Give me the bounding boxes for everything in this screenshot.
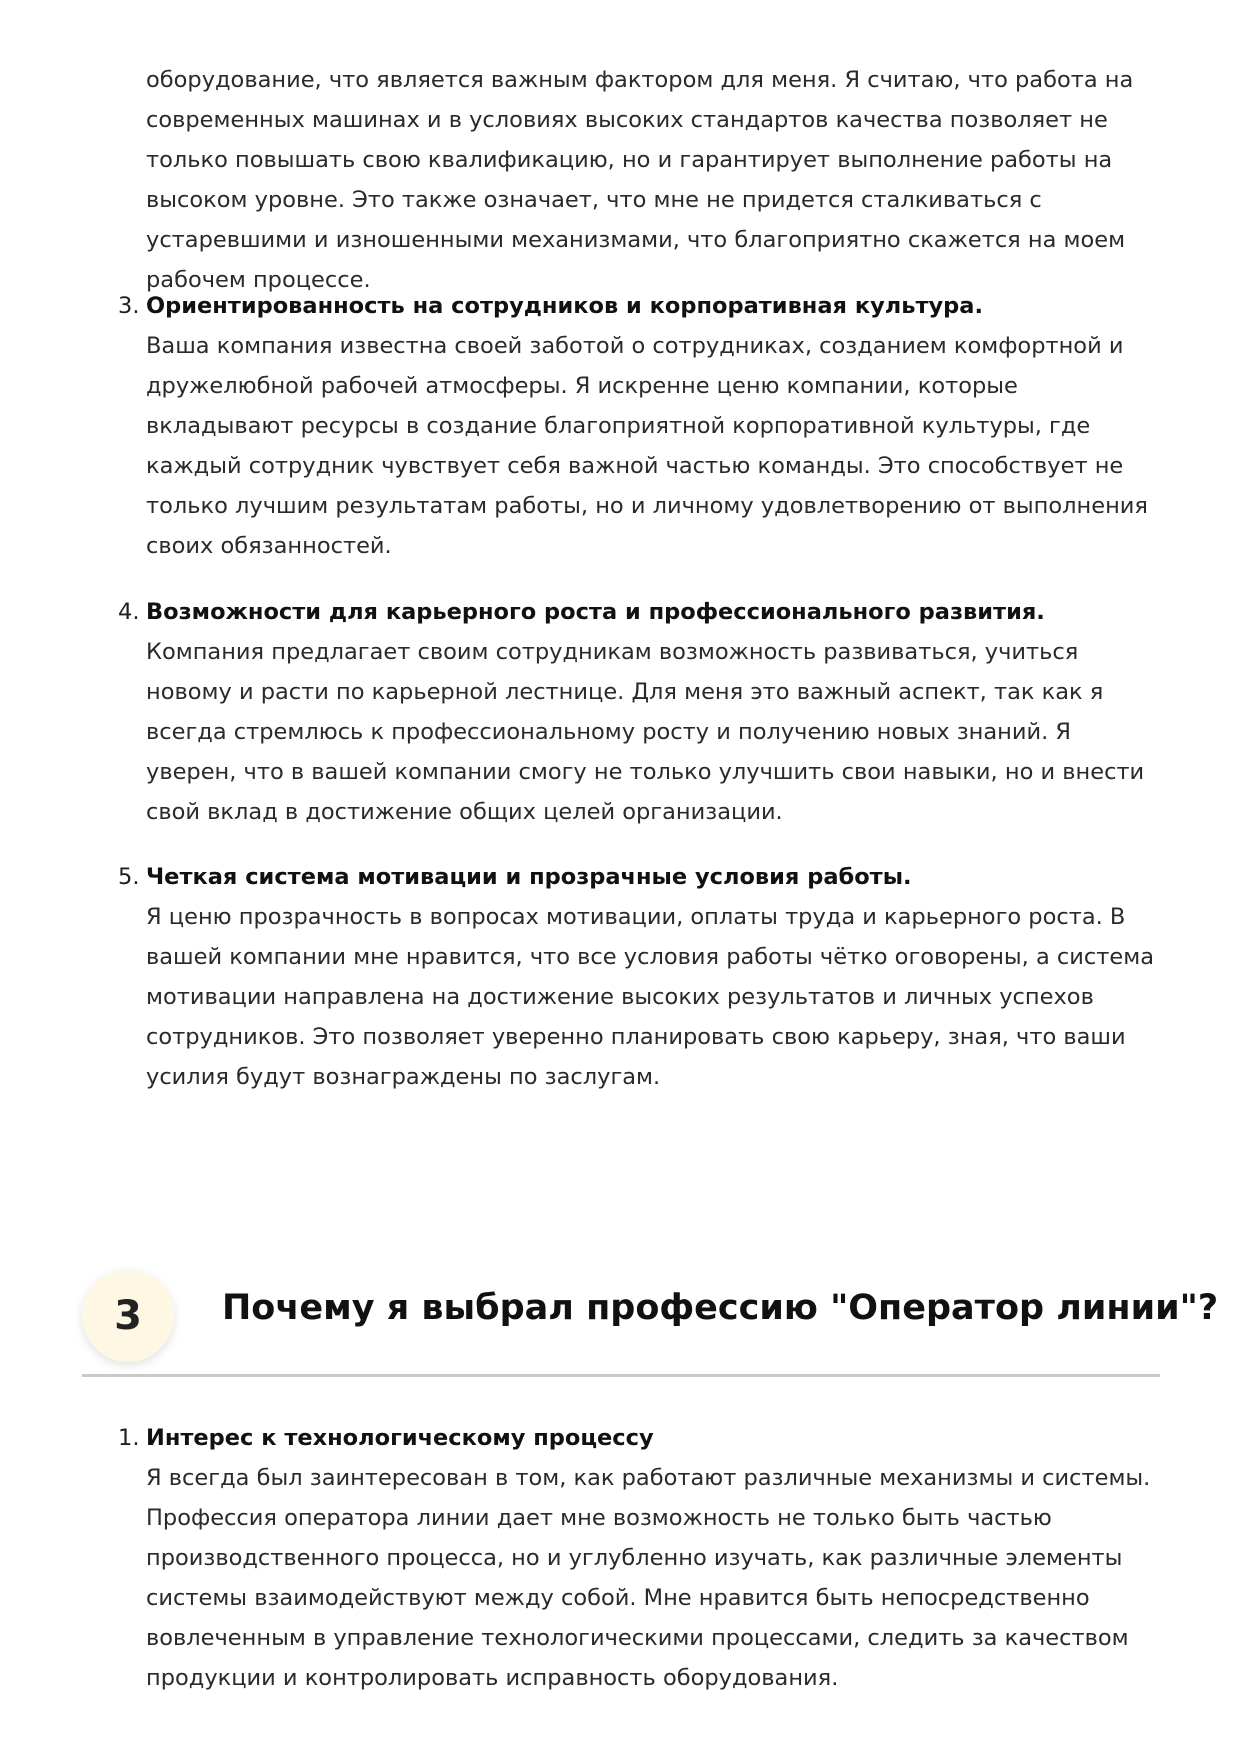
list-item-title: Возможности для карьерного роста и профессионального развития. (146, 599, 1045, 625)
section-header (82, 1270, 1219, 1380)
paragraph-text: оборудование, что является важным фактором для меня. Я считаю, что работа на современных машинах и в условиях высоких стандартов качества позволяет не только повышать свою квалификацию, но и гарантирует выполнение работы на высоком уровне. Это также означает, что мне не придется сталкиваться с устаревшими и изношенными механизмами, что благоприятно скажется на моем рабочем процессе. (146, 67, 1134, 293)
list-item-number: 5. (118, 864, 140, 890)
list-item-number: 1. (118, 1425, 140, 1451)
list-item-title: Ориентированность на сотрудников и корпоративная культура. (146, 293, 984, 319)
section-number-badge: 3 (82, 1270, 174, 1362)
list-item-body: Я ценю прозрачность в вопросах мотивации, оплаты труда и карьерного роста. В вашей компании мне нравится, что все условия работы чётко оговорены, а система мотивации направлена на достижение высоких результатов и личных успехов сотрудников. Это позволяет уверенно планировать свою карьеру, зная, что ваши усилия будут вознаграждены по заслугам. (146, 904, 1154, 1090)
list-item-body: Компания предлагает своим сотрудникам возможность развиваться, учиться новому и расти по карьерной лестнице. Для меня это важный аспект, так как я всегда стремлюсь к профессиональному росту и получению новых знаний. Я уверен, что в вашей компании смогу не только улучшить свои навыки, но и внести свой вклад в достижение общих целей организации. (146, 639, 1145, 825)
continued-paragraph (146, 60, 1156, 300)
list-item-number: 4. (118, 599, 140, 625)
list-item-body: Ваша компания известна своей заботой о сотрудниках, созданием комфортной и дружелюбной рабочей атмосферы. Я искренне ценю компании, которые вкладывают ресурсы в создание благоприятной корпоративной культуры, где каждый сотрудник чувствует себя важной частью команды. Это способствует не только лучшим результатам работы, но и личному удовлетворению от выполнения своих обязанностей. (146, 333, 1148, 559)
list-item (118, 857, 1156, 1097)
section-divider (82, 1374, 1160, 1377)
list-item-number: 3. (118, 293, 140, 319)
list-item (118, 286, 1156, 566)
list-item (118, 1418, 1156, 1698)
list-item-title: Интерес к технологическому процессу (146, 1425, 654, 1451)
list-item-title: Четкая система мотивации и прозрачные условия работы. (146, 864, 912, 890)
list-item-body: Я всегда был заинтересован в том, как работают различные механизмы и системы. Профессия оператора линии дает мне возможность не только быть частью производственного процесса, но и углубленно изучать, как различные элементы системы взаимодействуют между собой. Мне нравится быть непосредственно вовлеченным в управление технологическими процессами, следить за качеством продукции и контролировать исправность оборудования. (146, 1465, 1151, 1691)
section-title: Почему я выбрал профессию "Оператор линии"? (222, 1288, 1219, 1328)
list-item (118, 592, 1156, 832)
